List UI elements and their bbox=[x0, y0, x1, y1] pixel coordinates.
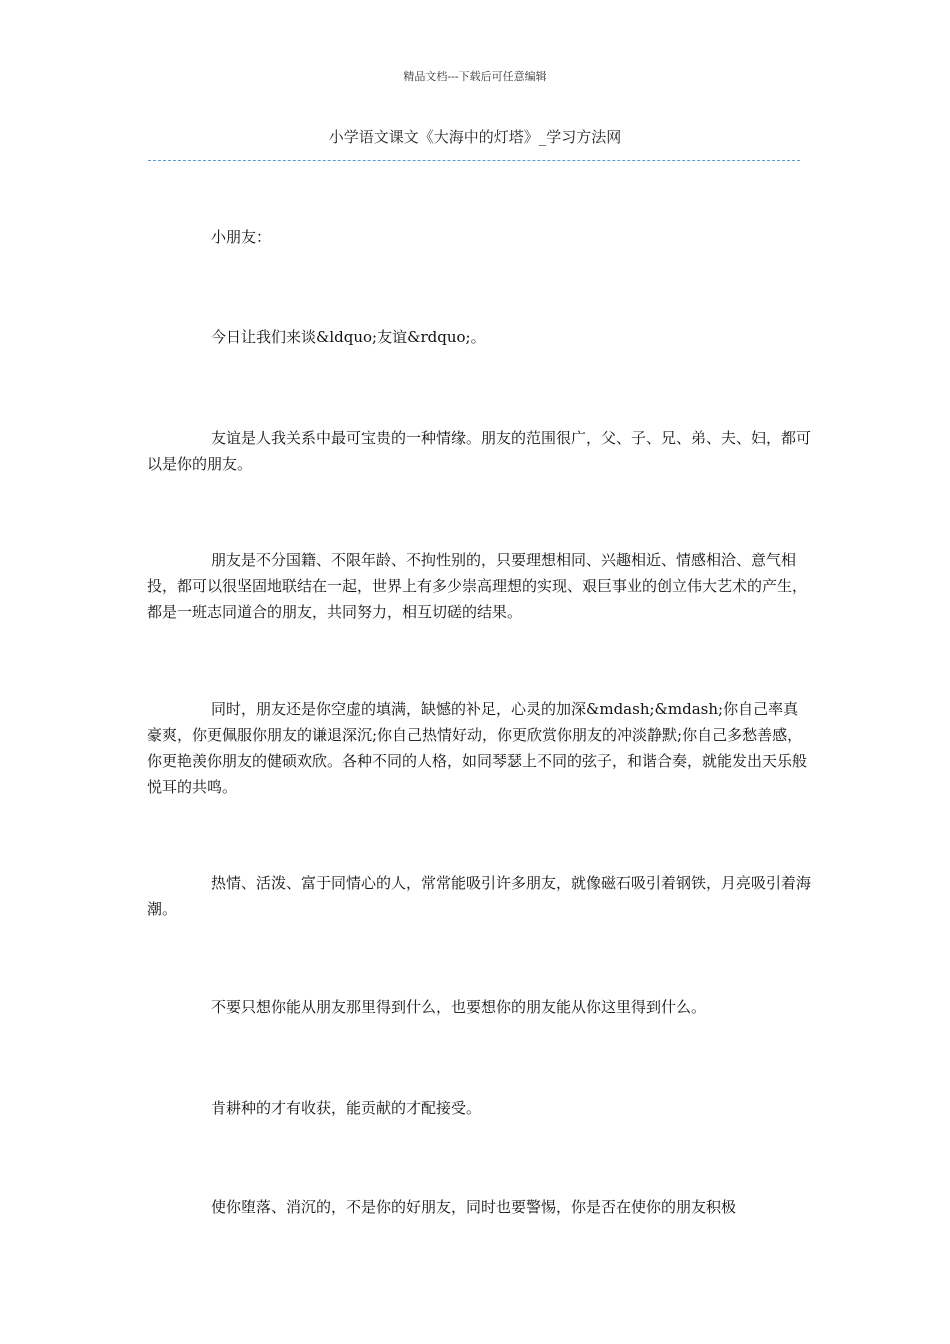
title-divider bbox=[148, 160, 800, 161]
paragraph-attraction: 热情、活泼、富于同情心的人，常常能吸引许多朋友，就像磁石吸引着钢铁，月亮吸引着海潮。 bbox=[147, 874, 812, 918]
paragraph-greeting: 小朋友： bbox=[211, 228, 272, 246]
document-title: 小学语文课文《大海中的灯塔》_学习方法网 bbox=[328, 128, 622, 146]
paragraph-give: 不要只想你能从朋友那里得到什么，也要想你的朋友能从你这里得到什么。 bbox=[211, 998, 707, 1016]
paragraph-warning: 使你堕落、消沉的，不是你的好朋友，同时也要警惕，你是否在使你的朋友积极 bbox=[211, 1198, 737, 1216]
paragraph-complement: 同时，朋友还是你空虚的填满，缺憾的补足，心灵的加深&mdash;&mdash;你自己率真豪爽，你更佩服你朋友的谦退深沉;你自己热情好动，你更欣赏你朋友的冲淡静默;你自己多愁善感，你更艳羡你朋友的健硕欢欣。各种不同的人格，如同琴瑟上不同的弦子，和谐合奏，就能发出天乐般悦耳的共鸣。 bbox=[147, 700, 808, 796]
paragraph-friendship: 友谊是人我关系中最可宝贵的一种情缘。朋友的范围很广，父、子、兄、弟、夫、妇，都可以是你的朋友。 bbox=[147, 429, 812, 473]
paragraph-harvest: 肯耕种的才有收获，能贡献的才配接受。 bbox=[211, 1099, 482, 1117]
paragraph-intro: 今日让我们来谈&ldquo;友谊&rdquo;。 bbox=[211, 328, 486, 346]
paragraph-no-boundaries: 朋友是不分国籍、不限年龄、不拘性别的，只要理想相同、兴趣相近、情感相洽、意气相投，都可以很坚固地联结在一起，世界上有多少崇高理想的实现、艰巨事业的创立伟大艺术的产生，都是一班志同道合的朋友，共同努力，相互切磋的结果。 bbox=[147, 551, 808, 621]
header-note: 精品文档---下载后可任意编辑 bbox=[403, 70, 547, 83]
